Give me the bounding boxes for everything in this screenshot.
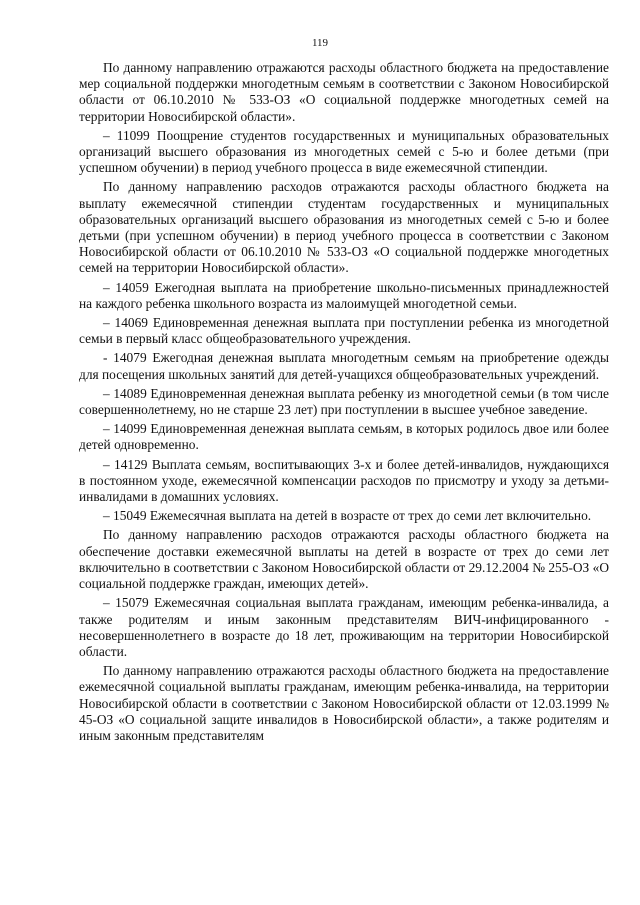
- paragraph-14069: – 14069 Единовременная денежная выплата при поступлении ребенка из многодетной семьи в первый класс общеобразовательного учреждения.: [79, 315, 609, 347]
- paragraph-15049: – 15049 Ежемесячная выплата на детей в возрасте от трех до семи лет включительно.: [103, 508, 592, 524]
- paragraph-14089: – 14089 Единовременная денежная выплата ребенку из многодетной семьи (в том числе совершеннолетнему, но не старше 23 лет) при поступлении в высшее учебное заведение.: [79, 385, 609, 418]
- paragraph-15079-description: По данному направлению отражаются расходы областного бюджета на предоставление ежемесячной социальной выплаты гражданам, имеющим ребенка-инвалида, на территории Новосибирской области в соответствии с Законом Новосибирской области от 12.03.1999 № 45-ОЗ «О социальной защите инвалидов в Новосибирской области», а также родителям и иным законным представителям: [79, 663, 609, 743]
- document-body: [79, 60, 609, 747]
- paragraph-14129: – 14129 Выплата семьям, воспитывающих 3-х и более детей-инвалидов, нуждающихся в постоянном уходе, ежемесячной компенсации расходов по присмотру и уходу за детьми-инвалидами в домашних условиях.: [79, 456, 609, 505]
- paragraph-14099: – 14099 Единовременная денежная выплата семьям, в которых родилось двое или более детей одновременно.: [79, 421, 609, 453]
- page-number: 119: [311, 37, 329, 49]
- paragraph-intro-533-oz: По данному направлению отражаются расходы областного бюджета на предоставление мер социальной поддержки многодетным семьям в соответствии с Законом Новосибирской области от 06.10.2010 № 533-ОЗ «О социальной поддержке многодетных семей на территории Новосибирской области».: [79, 60, 609, 124]
- paragraph-14079: - 14079 Ежегодная денежная выплата многодетным семьям на приобретение одежды для посещения школьных занятий для детей-учащихся общеобразовательных учреждений.: [79, 350, 609, 382]
- paragraph-11099-description: По данному направлению расходов отражаются расходы областного бюджета на выплату ежемесячной стипендии студентам государственных и муниципальных образовательных организаций высшего образования из многодетных семей с 5-ю и более детьми (при успешном обучении) в период учебного процесса в соответствии с Законом Новосибирской области от 06.10.2010 № 533-ОЗ «О социальной поддержке многодетных семей на территории Новосибирской области».: [79, 179, 609, 276]
- paragraph-15049-description: По данному направлению расходов отражаются расходы областного бюджета на обеспечение доставки ежемесячной выплаты на детей в возрасте от трех до семи лет включительно в соответствии с Законом Новосибирской области от 29.12.2004 № 255-ОЗ «О социальной поддержке граждан, имеющих детей».: [79, 527, 609, 592]
- paragraph-14059: – 14059 Ежегодная выплата на приобретение школьно-письменных принадлежностей на каждого ребенка школьного возраста из малоимущей многодетной семьи.: [79, 279, 609, 311]
- paragraph-15079: – 15079 Ежемесячная социальная выплата гражданам, имеющим ребенка-инвалида, а также родителям и иным законным представителям ВИЧ-инфицированного - несовершеннолетнего в возрасте до 18 лет, проживающим на территории Новосибирской области.: [79, 595, 609, 659]
- paragraph-11099: – 11099 Поощрение студентов государственных и муниципальных образовательных организаций высшего образования из многодетных семей с 5-ю и более детьми (при успешном обучении) в период учебного процесса в виде ежемесячной стипендии.: [79, 127, 609, 176]
